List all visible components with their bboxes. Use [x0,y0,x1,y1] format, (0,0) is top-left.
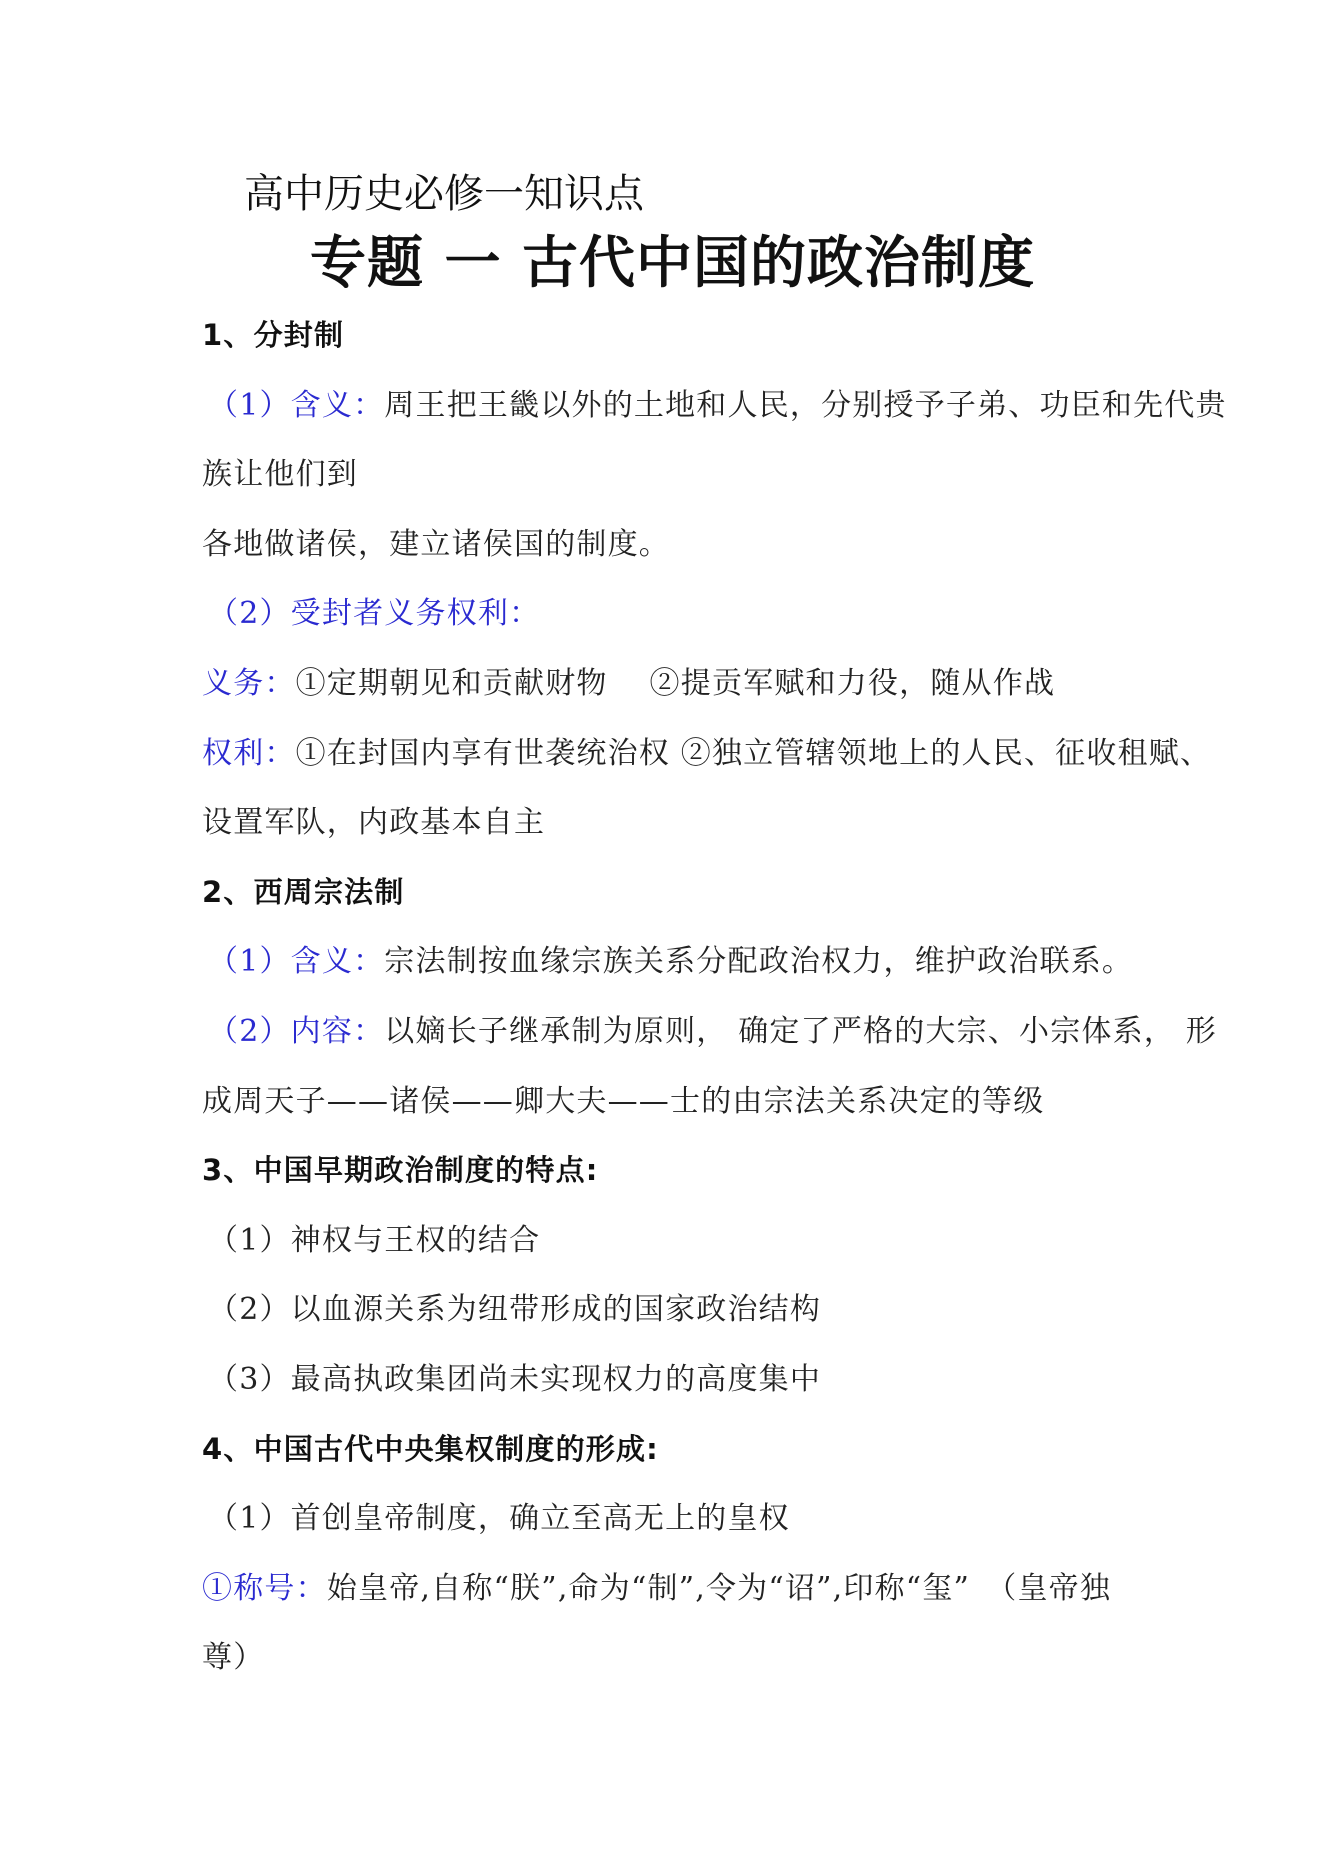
text-line [202,1345,1222,1415]
term-label: （1）含义： [208,387,385,423]
text-line [202,997,1222,1067]
text-line [202,1067,1222,1137]
line-text: ①定期朝见和贡献财物 ②提贡军赋和力役，随从作战 [295,665,1056,701]
text-line [202,1554,1222,1624]
line-text: （1）神权与王权的结合 [208,1222,541,1258]
section-heading: 4、中国古代中央集权制度的形成: [202,1431,659,1466]
text-line [202,719,1222,789]
section-heading: 2、西周宗法制 [202,874,405,909]
text-line [202,649,1222,719]
line-text: 成周天子——诸侯——卿大夫——士的由宗法关系决定的等级 [202,1083,1045,1119]
line-text: 始皇帝,自称“朕”,命为“制”,令为“诏”,印称“玺” （皇帝独 [326,1570,1112,1606]
text-line [202,371,1227,441]
text-line [202,1275,1222,1345]
text-line [202,1484,1222,1554]
topic-title: 专题 一 古代中国的政治制度 [310,231,1035,296]
line-text: （1）首创皇帝制度，确立至高无上的皇权 [208,1501,790,1537]
text-line [202,1206,1222,1276]
line-text: （2）以血源关系为纽带形成的国家政治结构 [208,1292,822,1328]
term-label: （2）受封者义务权利： [208,596,541,632]
text-line [202,440,1222,510]
term-label: ①称号： [202,1570,327,1606]
term-label: （2）内容： [208,1013,385,1049]
section-heading: 3、中国早期政治制度的特点: [202,1153,599,1188]
line-text: 尊） [202,1640,265,1676]
line-text: （3）最高执政集团尚未实现权力的高度集中 [208,1361,822,1397]
section-heading: 1、分封制 [202,318,345,352]
line-text: 族让他们到 [202,457,358,493]
text-line [202,788,1222,858]
document-body [202,301,1227,1693]
line-text: ①在封国内享有世袭统治权 ②独立管辖领地上的人民、征收租赋、 [295,735,1212,771]
document-title: 高中历史必修一知识点 [244,171,644,217]
term-label: 义务： [202,665,296,701]
text-line [202,927,1222,997]
text-line [202,1623,1222,1693]
text-line [202,510,1222,580]
line-text: 宗法制按血缘宗族关系分配政治权力，维护政治联系。 [384,944,1134,980]
text-line [202,579,1222,649]
term-label: （1）含义： [208,944,385,980]
line-text: 设置军队，内政基本自主 [202,805,546,841]
line-text: 周王把王畿以外的土地和人民，分别授予子弟、功臣和先代贵 [384,387,1227,423]
line-text: 以嫡长子继承制为原则， 确定了严格的大宗、小宗体系， 形 [384,1013,1217,1049]
line-text: 各地做诸侯，建立诸侯国的制度。 [202,526,670,562]
term-label: 权利： [202,735,296,771]
